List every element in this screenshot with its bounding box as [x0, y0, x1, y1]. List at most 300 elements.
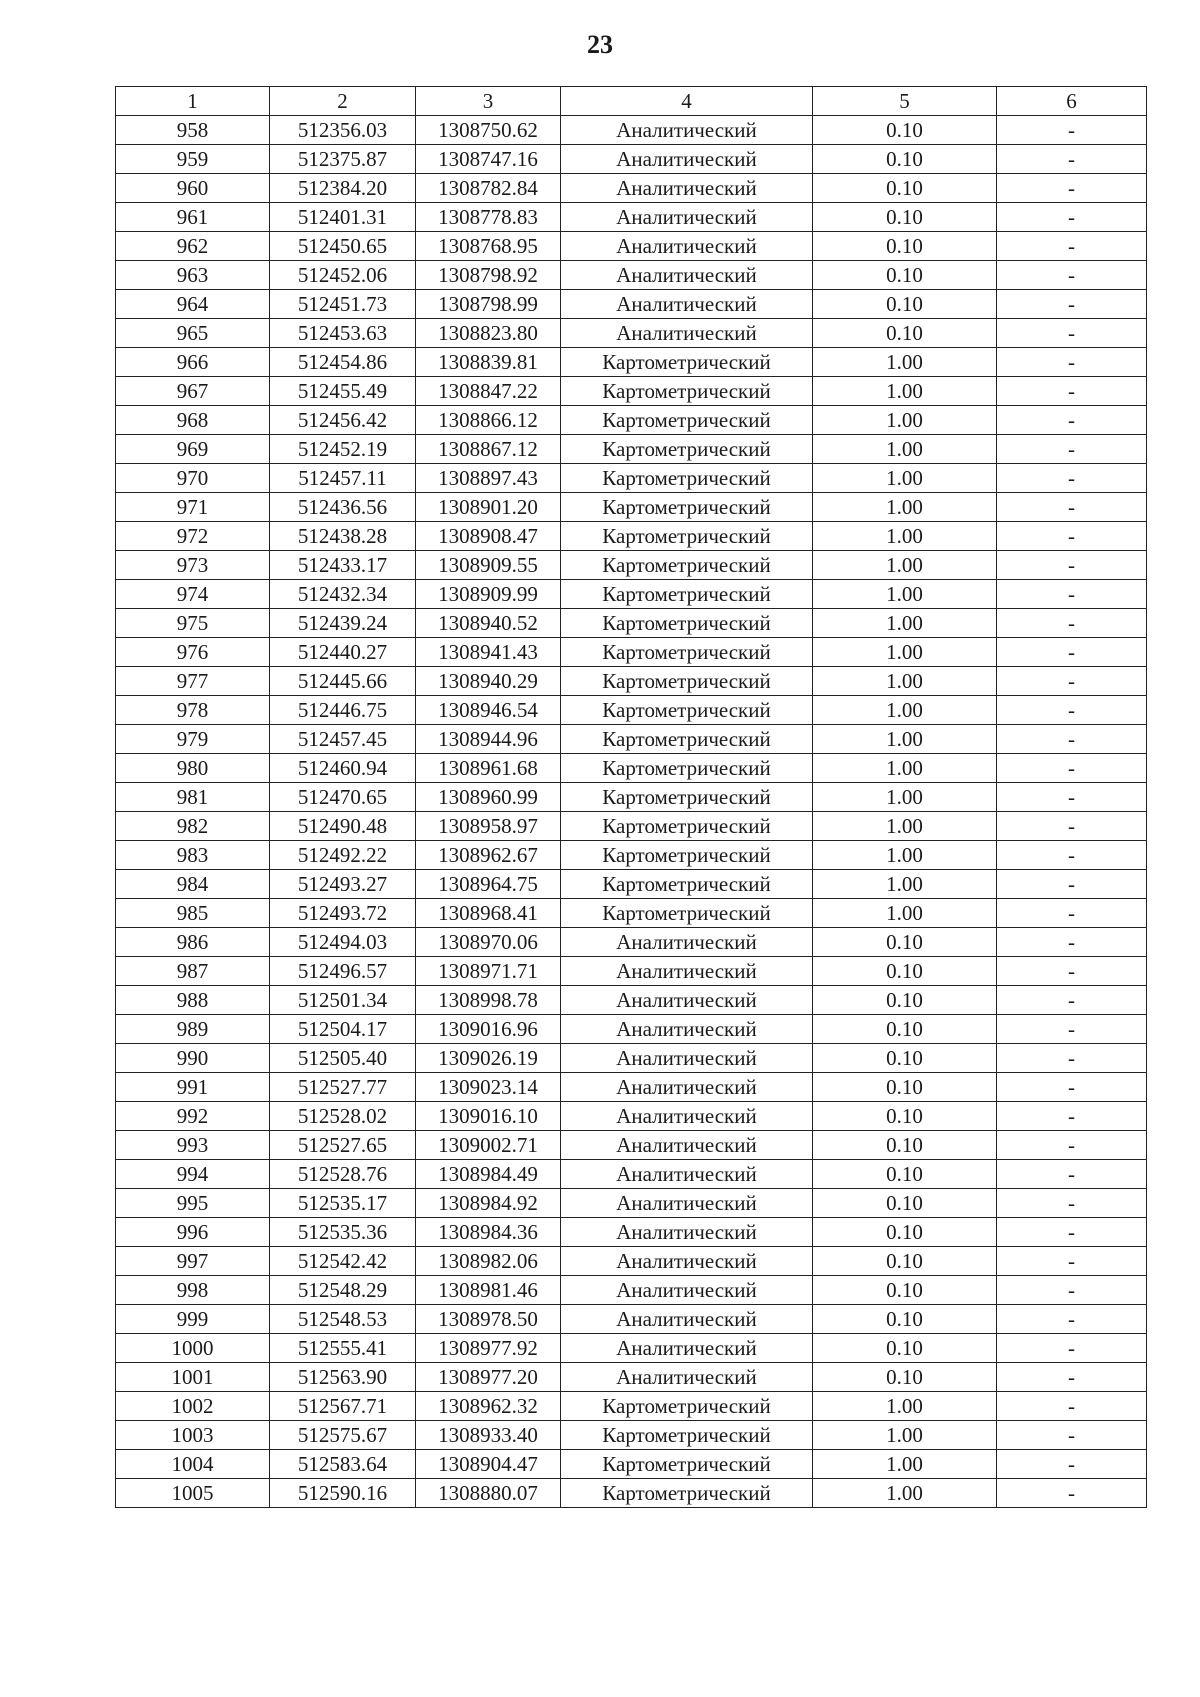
accuracy-cell: 0.10 — [813, 957, 997, 986]
accuracy-cell: 0.10 — [813, 145, 997, 174]
note-cell: - — [997, 377, 1147, 406]
note-cell: - — [997, 116, 1147, 145]
point-number-cell: 1002 — [116, 1392, 270, 1421]
accuracy-cell: 1.00 — [813, 1479, 997, 1508]
x-coordinate-cell: 512445.66 — [270, 667, 416, 696]
y-coordinate-cell: 1308984.36 — [416, 1218, 561, 1247]
column-header: 1 — [116, 87, 270, 116]
point-number-cell: 959 — [116, 145, 270, 174]
accuracy-cell: 1.00 — [813, 580, 997, 609]
x-coordinate-cell: 512567.71 — [270, 1392, 416, 1421]
method-cell: Картометрический — [561, 870, 813, 899]
accuracy-cell: 0.10 — [813, 1073, 997, 1102]
table-row — [116, 319, 1147, 348]
accuracy-cell: 1.00 — [813, 667, 997, 696]
x-coordinate-cell: 512583.64 — [270, 1450, 416, 1479]
point-number-cell: 979 — [116, 725, 270, 754]
x-coordinate-cell: 512440.27 — [270, 638, 416, 667]
accuracy-cell: 0.10 — [813, 1276, 997, 1305]
accuracy-cell: 1.00 — [813, 551, 997, 580]
note-cell: - — [997, 1044, 1147, 1073]
point-number-cell: 996 — [116, 1218, 270, 1247]
point-number-cell: 970 — [116, 464, 270, 493]
point-number-cell: 975 — [116, 609, 270, 638]
method-cell: Аналитический — [561, 1131, 813, 1160]
method-cell: Аналитический — [561, 1218, 813, 1247]
note-cell: - — [997, 348, 1147, 377]
x-coordinate-cell: 512535.17 — [270, 1189, 416, 1218]
method-cell: Картометрический — [561, 754, 813, 783]
note-cell: - — [997, 203, 1147, 232]
method-cell: Аналитический — [561, 1305, 813, 1334]
y-coordinate-cell: 1308977.20 — [416, 1363, 561, 1392]
y-coordinate-cell: 1308982.06 — [416, 1247, 561, 1276]
method-cell: Аналитический — [561, 174, 813, 203]
note-cell: - — [997, 957, 1147, 986]
y-coordinate-cell: 1308798.99 — [416, 290, 561, 319]
note-cell: - — [997, 522, 1147, 551]
x-coordinate-cell: 512433.17 — [270, 551, 416, 580]
note-cell: - — [997, 1421, 1147, 1450]
x-coordinate-cell: 512527.65 — [270, 1131, 416, 1160]
method-cell: Картометрический — [561, 696, 813, 725]
y-coordinate-cell: 1308970.06 — [416, 928, 561, 957]
accuracy-cell: 0.10 — [813, 1131, 997, 1160]
y-coordinate-cell: 1308798.92 — [416, 261, 561, 290]
x-coordinate-cell: 512457.45 — [270, 725, 416, 754]
table-row — [116, 1160, 1147, 1189]
table-row — [116, 1102, 1147, 1131]
note-cell: - — [997, 1160, 1147, 1189]
note-cell: - — [997, 1102, 1147, 1131]
method-cell: Картометрический — [561, 522, 813, 551]
table-row — [116, 551, 1147, 580]
y-coordinate-cell: 1308747.16 — [416, 145, 561, 174]
note-cell: - — [997, 145, 1147, 174]
accuracy-cell: 0.10 — [813, 290, 997, 319]
table-row — [116, 812, 1147, 841]
x-coordinate-cell: 512501.34 — [270, 986, 416, 1015]
method-cell: Аналитический — [561, 145, 813, 174]
table-row — [116, 174, 1147, 203]
accuracy-cell: 1.00 — [813, 493, 997, 522]
point-number-cell: 983 — [116, 841, 270, 870]
point-number-cell: 967 — [116, 377, 270, 406]
note-cell: - — [997, 928, 1147, 957]
accuracy-cell: 0.10 — [813, 1160, 997, 1189]
point-number-cell: 986 — [116, 928, 270, 957]
table-row — [116, 232, 1147, 261]
y-coordinate-cell: 1308961.68 — [416, 754, 561, 783]
y-coordinate-cell: 1308962.32 — [416, 1392, 561, 1421]
accuracy-cell: 1.00 — [813, 1421, 997, 1450]
method-cell: Картометрический — [561, 377, 813, 406]
table-row — [116, 899, 1147, 928]
method-cell: Аналитический — [561, 1334, 813, 1363]
table-row — [116, 725, 1147, 754]
column-header: 3 — [416, 87, 561, 116]
point-number-cell: 990 — [116, 1044, 270, 1073]
point-number-cell: 980 — [116, 754, 270, 783]
point-number-cell: 1000 — [116, 1334, 270, 1363]
x-coordinate-cell: 512452.19 — [270, 435, 416, 464]
x-coordinate-cell: 512401.31 — [270, 203, 416, 232]
column-header: 5 — [813, 87, 997, 116]
point-number-cell: 981 — [116, 783, 270, 812]
method-cell: Аналитический — [561, 319, 813, 348]
point-number-cell: 968 — [116, 406, 270, 435]
accuracy-cell: 1.00 — [813, 406, 997, 435]
accuracy-cell: 0.10 — [813, 319, 997, 348]
x-coordinate-cell: 512493.27 — [270, 870, 416, 899]
table-row — [116, 377, 1147, 406]
note-cell: - — [997, 290, 1147, 319]
x-coordinate-cell: 512563.90 — [270, 1363, 416, 1392]
accuracy-cell: 0.10 — [813, 261, 997, 290]
table-row — [116, 1334, 1147, 1363]
point-number-cell: 999 — [116, 1305, 270, 1334]
table-row — [116, 1247, 1147, 1276]
accuracy-cell: 1.00 — [813, 609, 997, 638]
method-cell: Аналитический — [561, 928, 813, 957]
method-cell: Аналитический — [561, 1015, 813, 1044]
y-coordinate-cell: 1308880.07 — [416, 1479, 561, 1508]
point-number-cell: 961 — [116, 203, 270, 232]
point-number-cell: 966 — [116, 348, 270, 377]
accuracy-cell: 1.00 — [813, 725, 997, 754]
method-cell: Аналитический — [561, 957, 813, 986]
table-row — [116, 609, 1147, 638]
note-cell: - — [997, 1218, 1147, 1247]
note-cell: - — [997, 1479, 1147, 1508]
note-cell: - — [997, 725, 1147, 754]
note-cell: - — [997, 841, 1147, 870]
table-row — [116, 116, 1147, 145]
note-cell: - — [997, 1363, 1147, 1392]
table-row — [116, 1044, 1147, 1073]
y-coordinate-cell: 1308962.67 — [416, 841, 561, 870]
accuracy-cell: 1.00 — [813, 783, 997, 812]
y-coordinate-cell: 1308964.75 — [416, 870, 561, 899]
table-row — [116, 145, 1147, 174]
table-row — [116, 261, 1147, 290]
table-row — [116, 754, 1147, 783]
method-cell: Аналитический — [561, 1247, 813, 1276]
x-coordinate-cell: 512542.42 — [270, 1247, 416, 1276]
note-cell: - — [997, 1131, 1147, 1160]
y-coordinate-cell: 1308984.92 — [416, 1189, 561, 1218]
note-cell: - — [997, 1015, 1147, 1044]
table-row — [116, 783, 1147, 812]
point-number-cell: 994 — [116, 1160, 270, 1189]
note-cell: - — [997, 261, 1147, 290]
method-cell: Аналитический — [561, 1160, 813, 1189]
y-coordinate-cell: 1308984.49 — [416, 1160, 561, 1189]
method-cell: Аналитический — [561, 986, 813, 1015]
y-coordinate-cell: 1308933.40 — [416, 1421, 561, 1450]
method-cell: Аналитический — [561, 1073, 813, 1102]
method-cell: Аналитический — [561, 232, 813, 261]
table-row — [116, 696, 1147, 725]
note-cell: - — [997, 638, 1147, 667]
y-coordinate-cell: 1308750.62 — [416, 116, 561, 145]
x-coordinate-cell: 512438.28 — [270, 522, 416, 551]
accuracy-cell: 1.00 — [813, 435, 997, 464]
table-row — [116, 290, 1147, 319]
accuracy-cell: 0.10 — [813, 1015, 997, 1044]
point-number-cell: 989 — [116, 1015, 270, 1044]
table-row — [116, 1450, 1147, 1479]
table-row — [116, 1131, 1147, 1160]
y-coordinate-cell: 1308901.20 — [416, 493, 561, 522]
table-row — [116, 928, 1147, 957]
x-coordinate-cell: 512505.40 — [270, 1044, 416, 1073]
method-cell: Аналитический — [561, 1102, 813, 1131]
x-coordinate-cell: 512452.06 — [270, 261, 416, 290]
accuracy-cell: 1.00 — [813, 348, 997, 377]
method-cell: Картометрический — [561, 435, 813, 464]
y-coordinate-cell: 1308847.22 — [416, 377, 561, 406]
point-number-cell: 971 — [116, 493, 270, 522]
note-cell: - — [997, 319, 1147, 348]
y-coordinate-cell: 1308940.29 — [416, 667, 561, 696]
accuracy-cell: 1.00 — [813, 638, 997, 667]
note-cell: - — [997, 1450, 1147, 1479]
table-row — [116, 580, 1147, 609]
table-row — [116, 1421, 1147, 1450]
note-cell: - — [997, 754, 1147, 783]
x-coordinate-cell: 512493.72 — [270, 899, 416, 928]
point-number-cell: 962 — [116, 232, 270, 261]
point-number-cell: 965 — [116, 319, 270, 348]
table-row — [116, 1015, 1147, 1044]
method-cell: Картометрический — [561, 812, 813, 841]
x-coordinate-cell: 512548.53 — [270, 1305, 416, 1334]
point-number-cell: 974 — [116, 580, 270, 609]
note-cell: - — [997, 899, 1147, 928]
y-coordinate-cell: 1308944.96 — [416, 725, 561, 754]
note-cell: - — [997, 174, 1147, 203]
y-coordinate-cell: 1309002.71 — [416, 1131, 561, 1160]
note-cell: - — [997, 1276, 1147, 1305]
y-coordinate-cell: 1308867.12 — [416, 435, 561, 464]
point-number-cell: 988 — [116, 986, 270, 1015]
accuracy-cell: 0.10 — [813, 174, 997, 203]
x-coordinate-cell: 512384.20 — [270, 174, 416, 203]
point-number-cell: 976 — [116, 638, 270, 667]
method-cell: Аналитический — [561, 290, 813, 319]
x-coordinate-cell: 512504.17 — [270, 1015, 416, 1044]
table-row — [116, 406, 1147, 435]
x-coordinate-cell: 512460.94 — [270, 754, 416, 783]
point-number-cell: 998 — [116, 1276, 270, 1305]
point-number-cell: 992 — [116, 1102, 270, 1131]
note-cell: - — [997, 493, 1147, 522]
x-coordinate-cell: 512496.57 — [270, 957, 416, 986]
y-coordinate-cell: 1308897.43 — [416, 464, 561, 493]
x-coordinate-cell: 512451.73 — [270, 290, 416, 319]
point-number-cell: 991 — [116, 1073, 270, 1102]
note-cell: - — [997, 696, 1147, 725]
table-row — [116, 348, 1147, 377]
note-cell: - — [997, 464, 1147, 493]
accuracy-cell: 1.00 — [813, 464, 997, 493]
y-coordinate-cell: 1308778.83 — [416, 203, 561, 232]
y-coordinate-cell: 1308958.97 — [416, 812, 561, 841]
point-number-cell: 960 — [116, 174, 270, 203]
x-coordinate-cell: 512356.03 — [270, 116, 416, 145]
point-number-cell: 973 — [116, 551, 270, 580]
table-body — [116, 116, 1147, 1508]
accuracy-cell: 0.10 — [813, 1189, 997, 1218]
method-cell: Аналитический — [561, 116, 813, 145]
note-cell: - — [997, 232, 1147, 261]
point-number-cell: 972 — [116, 522, 270, 551]
note-cell: - — [997, 1334, 1147, 1363]
table-row — [116, 1479, 1147, 1508]
x-coordinate-cell: 512456.42 — [270, 406, 416, 435]
point-number-cell: 977 — [116, 667, 270, 696]
point-number-cell: 997 — [116, 1247, 270, 1276]
accuracy-cell: 0.10 — [813, 203, 997, 232]
table-row — [116, 435, 1147, 464]
x-coordinate-cell: 512453.63 — [270, 319, 416, 348]
y-coordinate-cell: 1308978.50 — [416, 1305, 561, 1334]
point-number-cell: 958 — [116, 116, 270, 145]
table-row — [116, 841, 1147, 870]
table-row — [116, 1363, 1147, 1392]
accuracy-cell: 1.00 — [813, 696, 997, 725]
page-number: 23 — [587, 30, 613, 59]
method-cell: Картометрический — [561, 1392, 813, 1421]
x-coordinate-cell: 512490.48 — [270, 812, 416, 841]
method-cell: Аналитический — [561, 1044, 813, 1073]
note-cell: - — [997, 1189, 1147, 1218]
method-cell: Аналитический — [561, 261, 813, 290]
accuracy-cell: 1.00 — [813, 1450, 997, 1479]
accuracy-cell: 0.10 — [813, 1363, 997, 1392]
table-row — [116, 957, 1147, 986]
y-coordinate-cell: 1308981.46 — [416, 1276, 561, 1305]
y-coordinate-cell: 1308940.52 — [416, 609, 561, 638]
table-row — [116, 203, 1147, 232]
accuracy-cell: 0.10 — [813, 1102, 997, 1131]
y-coordinate-cell: 1308908.47 — [416, 522, 561, 551]
x-coordinate-cell: 512527.77 — [270, 1073, 416, 1102]
table-row — [116, 464, 1147, 493]
method-cell: Картометрический — [561, 667, 813, 696]
method-cell: Картометрический — [561, 841, 813, 870]
note-cell: - — [997, 812, 1147, 841]
y-coordinate-cell: 1308946.54 — [416, 696, 561, 725]
note-cell: - — [997, 435, 1147, 464]
point-number-cell: 1004 — [116, 1450, 270, 1479]
y-coordinate-cell: 1308909.55 — [416, 551, 561, 580]
point-number-cell: 963 — [116, 261, 270, 290]
method-cell: Картометрический — [561, 1421, 813, 1450]
method-cell: Картометрический — [561, 609, 813, 638]
point-number-cell: 978 — [116, 696, 270, 725]
x-coordinate-cell: 512457.11 — [270, 464, 416, 493]
table-row — [116, 1392, 1147, 1421]
table-header-row — [116, 87, 1147, 116]
note-cell: - — [997, 783, 1147, 812]
accuracy-cell: 0.10 — [813, 928, 997, 957]
method-cell: Картометрический — [561, 725, 813, 754]
x-coordinate-cell: 512528.02 — [270, 1102, 416, 1131]
y-coordinate-cell: 1309023.14 — [416, 1073, 561, 1102]
y-coordinate-cell: 1309016.10 — [416, 1102, 561, 1131]
x-coordinate-cell: 512432.34 — [270, 580, 416, 609]
x-coordinate-cell: 512492.22 — [270, 841, 416, 870]
note-cell: - — [997, 870, 1147, 899]
y-coordinate-cell: 1308782.84 — [416, 174, 561, 203]
x-coordinate-cell: 512436.56 — [270, 493, 416, 522]
x-coordinate-cell: 512575.67 — [270, 1421, 416, 1450]
method-cell: Аналитический — [561, 1276, 813, 1305]
method-cell: Картометрический — [561, 899, 813, 928]
x-coordinate-cell: 512494.03 — [270, 928, 416, 957]
x-coordinate-cell: 512535.36 — [270, 1218, 416, 1247]
note-cell: - — [997, 1305, 1147, 1334]
accuracy-cell: 0.10 — [813, 232, 997, 261]
accuracy-cell: 1.00 — [813, 870, 997, 899]
table-row — [116, 870, 1147, 899]
accuracy-cell: 0.10 — [813, 1247, 997, 1276]
x-coordinate-cell: 512375.87 — [270, 145, 416, 174]
table-row — [116, 1218, 1147, 1247]
point-number-cell: 982 — [116, 812, 270, 841]
x-coordinate-cell: 512548.29 — [270, 1276, 416, 1305]
table-row — [116, 1276, 1147, 1305]
y-coordinate-cell: 1308839.81 — [416, 348, 561, 377]
column-header: 2 — [270, 87, 416, 116]
accuracy-cell: 1.00 — [813, 522, 997, 551]
method-cell: Картометрический — [561, 464, 813, 493]
accuracy-cell: 1.00 — [813, 841, 997, 870]
x-coordinate-cell: 512528.76 — [270, 1160, 416, 1189]
accuracy-cell: 0.10 — [813, 986, 997, 1015]
table-row — [116, 1073, 1147, 1102]
accuracy-cell: 1.00 — [813, 377, 997, 406]
y-coordinate-cell: 1308998.78 — [416, 986, 561, 1015]
table-row — [116, 667, 1147, 696]
method-cell: Картометрический — [561, 406, 813, 435]
point-number-cell: 984 — [116, 870, 270, 899]
accuracy-cell: 0.10 — [813, 1218, 997, 1247]
x-coordinate-cell: 512446.75 — [270, 696, 416, 725]
method-cell: Картометрический — [561, 1450, 813, 1479]
point-number-cell: 1003 — [116, 1421, 270, 1450]
y-coordinate-cell: 1309026.19 — [416, 1044, 561, 1073]
point-number-cell: 987 — [116, 957, 270, 986]
note-cell: - — [997, 1247, 1147, 1276]
method-cell: Картометрический — [561, 638, 813, 667]
accuracy-cell: 0.10 — [813, 1334, 997, 1363]
method-cell: Картометрический — [561, 580, 813, 609]
y-coordinate-cell: 1308960.99 — [416, 783, 561, 812]
point-number-cell: 1005 — [116, 1479, 270, 1508]
table-row — [116, 1189, 1147, 1218]
table-row — [116, 493, 1147, 522]
y-coordinate-cell: 1309016.96 — [416, 1015, 561, 1044]
y-coordinate-cell: 1308904.47 — [416, 1450, 561, 1479]
note-cell: - — [997, 580, 1147, 609]
column-header: 6 — [997, 87, 1147, 116]
point-number-cell: 969 — [116, 435, 270, 464]
accuracy-cell: 1.00 — [813, 899, 997, 928]
point-number-cell: 995 — [116, 1189, 270, 1218]
